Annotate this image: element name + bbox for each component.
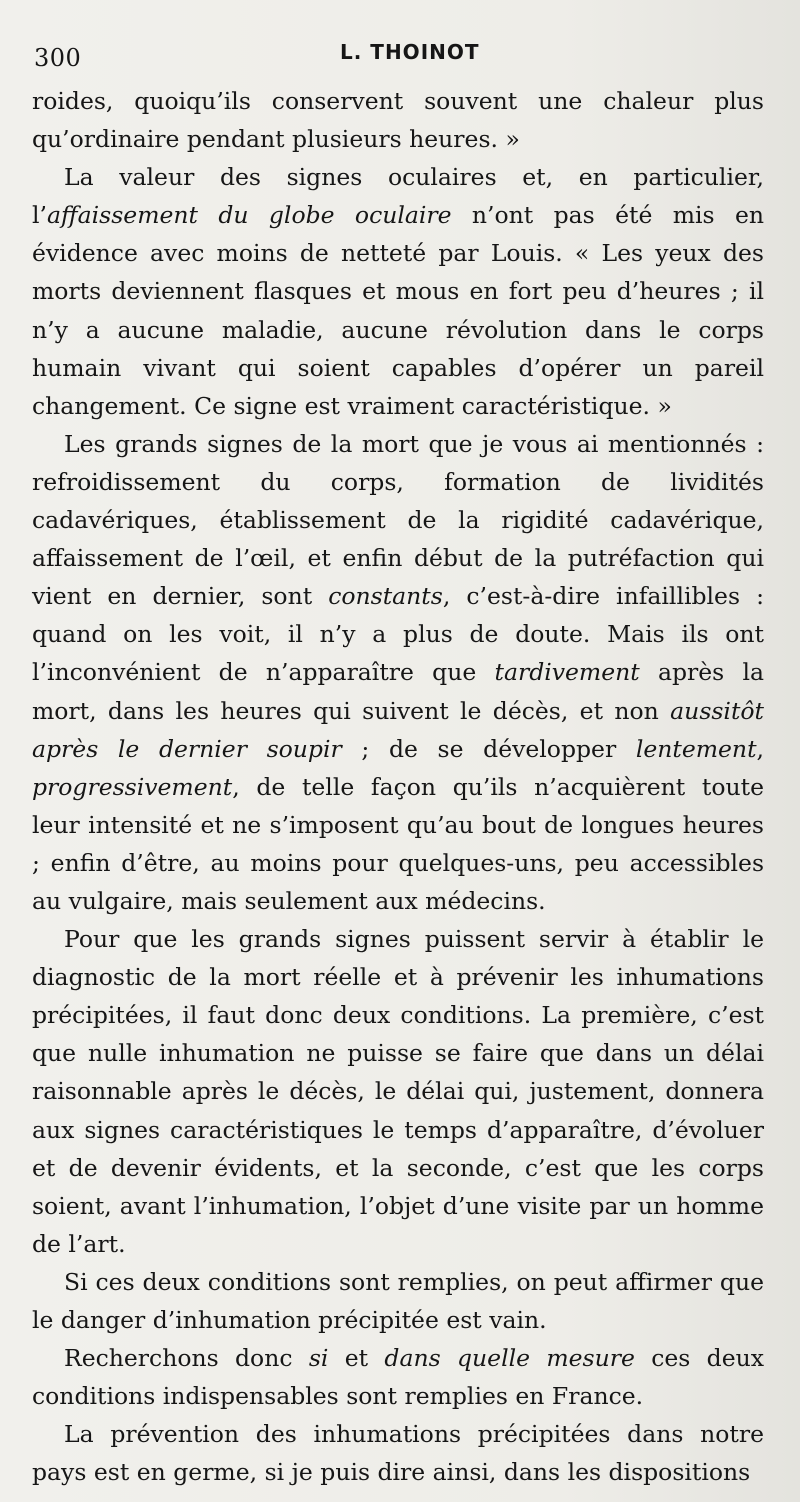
page-body bbox=[32, 82, 764, 1491]
italic-segment: constants bbox=[328, 582, 443, 611]
text-segment: Recherchons donc bbox=[64, 1344, 309, 1373]
text-segment: n’ont pas été mis en évidence avec moins de netteté par Louis. « Les yeux des morts deviennent flasques et mous en fort peu d’heures ; il n’y a aucune maladie, aucune révolution dans le corps humain vivant qui soient capables d’opérer un pareil changement. Ce signe est vraiment caractéristique. » bbox=[32, 201, 764, 420]
text-segment: , de telle façon qu’ils n’acquièrent toute leur intensité et ne s’imposent qu’au bout de longues heures ; enfin d’être, au moins pour quelques-uns, peu accessibles au vulgaire, mais seulement aux médecins. bbox=[32, 772, 764, 915]
text-segment: , bbox=[756, 734, 764, 763]
italic-segment: lentement bbox=[635, 734, 757, 763]
paragraph-2 bbox=[32, 158, 764, 425]
italic-segment: tardivement bbox=[494, 658, 640, 687]
italic-segment: aussitôt après le dernier soupir bbox=[32, 696, 764, 763]
text-segment: La valeur des signes oculaires et, en particulier, l’ bbox=[32, 163, 764, 230]
paragraph-4 bbox=[32, 920, 764, 1263]
italic-segment: si bbox=[308, 1344, 329, 1373]
text-segment: , c’est-à-dire infaillibles : quand on les voit, il n’y a plus de doute. Mais ils ont l’inconvénient de n’apparaître que bbox=[32, 582, 764, 687]
italic-segment: affaissement du globe oculaire bbox=[47, 201, 452, 230]
running-head: L. THOINOT bbox=[340, 40, 480, 64]
paragraph-3 bbox=[32, 425, 764, 920]
text-segment: Si ces deux conditions sont remplies, on peut affirmer que le danger d’inhumation précipitée est vain. bbox=[32, 1267, 764, 1334]
paragraph-7 bbox=[32, 1415, 764, 1491]
text-segment: La prévention des inhumations précipitées dans notre pays est en germe, si je puis dire ainsi, dans les dispositions bbox=[32, 1420, 764, 1487]
italic-segment: dans quelle mesure bbox=[384, 1344, 635, 1373]
text-segment: ; de se développer bbox=[341, 734, 636, 763]
page-header bbox=[34, 40, 770, 76]
paragraph-6 bbox=[32, 1339, 764, 1415]
paragraph-1 bbox=[32, 82, 764, 158]
text-segment: roides, quoiqu’ils conservent souvent une chaleur plus qu’ordinaire pendant plusieurs heures. » bbox=[32, 87, 764, 154]
page-number: 300 bbox=[34, 44, 82, 72]
text-segment: après la mort, dans les heures qui suivent le décès, et non bbox=[32, 658, 764, 725]
text-segment: Les grands signes de la mort que je vous ai mentionnés : refroidissement du corps, formation de lividités cadavériques, établissement de la rigidité cadavérique, affaissement de l’œil, et enfin début de la putréfaction qui vient en dernier, sont bbox=[32, 429, 764, 611]
text-segment: Pour que les grands signes puissent servir à établir le diagnostic de la mort réelle et à prévenir les inhumations précipitées, il faut donc deux conditions. La première, c’est que nulle inhumation ne puisse se faire que dans un délai raisonnable après le décès, le délai qui, justement, donnera aux signes caractéristiques le temps d’apparaître, d’évoluer et de devenir évidents, et la seconde, c’est que les corps soient, avant l’inhumation, l’objet d’une visite par un homme de l’art. bbox=[32, 925, 764, 1258]
italic-segment: progressivement bbox=[32, 772, 233, 801]
text-segment: ces deux conditions indispensables sont remplies en France. bbox=[32, 1344, 764, 1411]
paragraph-5 bbox=[32, 1263, 764, 1339]
text-segment: et bbox=[328, 1344, 385, 1373]
